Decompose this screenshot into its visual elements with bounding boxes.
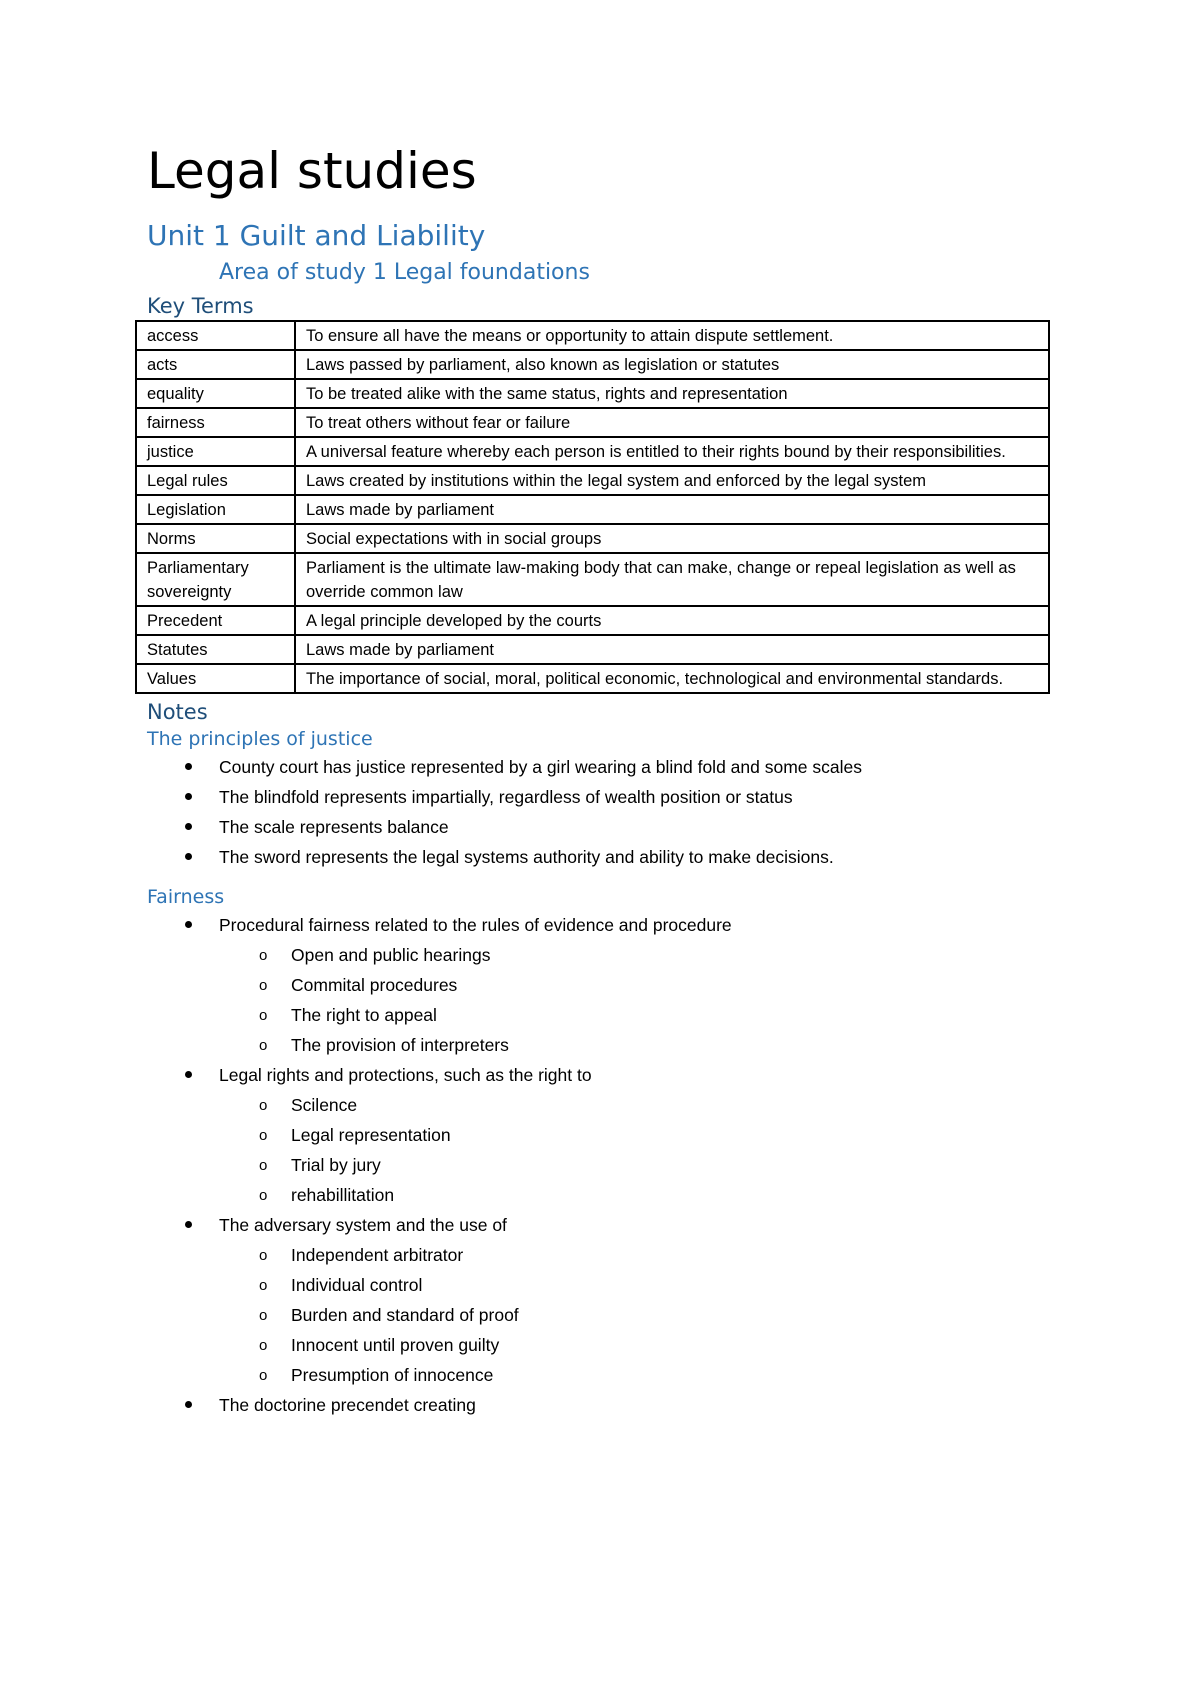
- fairness-subitem-text: Innocent until proven guilty: [291, 1335, 500, 1355]
- fairness-item: [147, 1060, 1057, 1210]
- principles-list: [147, 752, 1057, 872]
- key-term-definition: Parliament is the ultimate law-making body that can make, change or repeal legislation as well as override common law: [295, 553, 1049, 606]
- fairness-subitem-text: The provision of interpreters: [291, 1035, 509, 1055]
- key-term-definition: A universal feature whereby each person is entitled to their rights bound by their responsibilities.: [295, 437, 1049, 466]
- fairness-text: Procedural fairness related to the rules of evidence and procedure: [219, 915, 732, 935]
- fairness-subitem-text: Independent arbitrator: [291, 1245, 464, 1265]
- bullet-icon: [185, 1401, 192, 1408]
- key-term-definition: A legal principle developed by the courts: [295, 606, 1049, 635]
- bullet-icon: [185, 793, 192, 800]
- fairness-subitem: [219, 940, 1057, 970]
- fairness-sublist: [219, 940, 1057, 1060]
- key-term-row: [136, 524, 1049, 553]
- key-term-name: access: [136, 321, 295, 350]
- fairness-subitem: [219, 1000, 1057, 1030]
- fairness-subitem-text: Commital procedures: [291, 975, 458, 995]
- principle-item: [147, 752, 1057, 782]
- document-content: [147, 140, 1057, 1420]
- principle-text: County court has justice represented by a girl wearing a blind fold and some scales: [219, 757, 862, 777]
- fairness-subitem: [219, 1120, 1057, 1150]
- sub-bullet-icon: o: [259, 1037, 268, 1054]
- fairness-subitem: [219, 1240, 1057, 1270]
- fairness-text: Legal rights and protections, such as the right to: [219, 1065, 592, 1085]
- key-term-definition: To ensure all have the means or opportunity to attain dispute settlement.: [295, 321, 1049, 350]
- principles-heading: The principles of justice: [147, 728, 373, 750]
- key-term-name: Norms: [136, 524, 295, 553]
- sub-bullet-icon: o: [259, 1157, 268, 1174]
- fairness-item: [147, 1210, 1057, 1390]
- key-term-row: [136, 495, 1049, 524]
- sub-bullet-icon: o: [259, 1247, 268, 1264]
- fairness-item: [147, 910, 1057, 1060]
- sub-bullet-icon: o: [259, 1097, 268, 1114]
- fairness-subitem-text: Individual control: [291, 1275, 423, 1295]
- sub-bullet-icon: o: [259, 1337, 268, 1354]
- key-term-row: [136, 664, 1049, 693]
- principle-item: [147, 782, 1057, 812]
- fairness-subitem: [219, 1300, 1057, 1330]
- fairness-subitem-text: Legal representation: [291, 1125, 451, 1145]
- fairness-subitem: [219, 1030, 1057, 1060]
- key-term-name: Legislation: [136, 495, 295, 524]
- principle-text: The sword represents the legal systems authority and ability to make decisions.: [219, 847, 834, 867]
- sub-bullet-icon: o: [259, 1007, 268, 1024]
- fairness-subitem: [219, 1090, 1057, 1120]
- document-title: Legal studies: [147, 142, 477, 200]
- fairness-list: [147, 910, 1057, 1420]
- key-term-definition: Laws passed by parliament, also known as legislation or statutes: [295, 350, 1049, 379]
- notes-heading: Notes: [147, 700, 208, 724]
- fairness-sublist: [219, 1090, 1057, 1210]
- bullet-icon: [185, 823, 192, 830]
- key-term-row: [136, 437, 1049, 466]
- sub-bullet-icon: o: [259, 1127, 268, 1144]
- key-terms-heading: Key Terms: [147, 294, 254, 318]
- key-term-name: equality: [136, 379, 295, 408]
- key-term-definition: Laws created by institutions within the legal system and enforced by the legal system: [295, 466, 1049, 495]
- fairness-subitem-text: The right to appeal: [291, 1005, 437, 1025]
- fairness-subitem-text: Open and public hearings: [291, 945, 491, 965]
- sub-bullet-icon: o: [259, 1187, 268, 1204]
- fairness-subitem: [219, 1150, 1057, 1180]
- key-term-name: fairness: [136, 408, 295, 437]
- fairness-sublist: [219, 1240, 1057, 1390]
- key-term-definition: To treat others without fear or failure: [295, 408, 1049, 437]
- key-term-definition: Social expectations with in social groups: [295, 524, 1049, 553]
- key-term-definition: Laws made by parliament: [295, 635, 1049, 664]
- key-term-name: justice: [136, 437, 295, 466]
- fairness-subitem-text: rehabillitation: [291, 1185, 395, 1205]
- key-term-row: [136, 321, 1049, 350]
- key-term-name: Precedent: [136, 606, 295, 635]
- principle-item: [147, 842, 1057, 872]
- fairness-subitem-text: Trial by jury: [291, 1155, 381, 1175]
- fairness-subitem-text: Presumption of innocence: [291, 1365, 494, 1385]
- bullet-icon: [185, 921, 192, 928]
- fairness-subitem: [219, 1270, 1057, 1300]
- bullet-icon: [185, 1071, 192, 1078]
- fairness-subitem-text: Scilence: [291, 1095, 358, 1115]
- key-term-row: [136, 350, 1049, 379]
- key-term-row: [136, 466, 1049, 495]
- key-term-definition: Laws made by parliament: [295, 495, 1049, 524]
- fairness-subitem: [219, 970, 1057, 1000]
- fairness-subitem-text: Burden and standard of proof: [291, 1305, 519, 1325]
- key-term-row: [136, 553, 1049, 606]
- sub-bullet-icon: o: [259, 977, 268, 994]
- key-term-name: Values: [136, 664, 295, 693]
- principle-text: The scale represents balance: [219, 817, 449, 837]
- principle-text: The blindfold represents impartially, regardless of wealth position or status: [219, 787, 793, 807]
- bullet-icon: [185, 853, 192, 860]
- key-term-row: [136, 379, 1049, 408]
- key-term-row: [136, 408, 1049, 437]
- fairness-text: The doctorine precendet creating: [219, 1395, 476, 1415]
- sub-bullet-icon: o: [259, 1307, 268, 1324]
- key-term-name: Statutes: [136, 635, 295, 664]
- sub-bullet-icon: o: [259, 1367, 268, 1384]
- sub-bullet-icon: o: [259, 947, 268, 964]
- bullet-icon: [185, 763, 192, 770]
- key-term-definition: To be treated alike with the same status, rights and representation: [295, 379, 1049, 408]
- key-term-row: [136, 635, 1049, 664]
- fairness-heading: Fairness: [147, 886, 225, 908]
- bullet-icon: [185, 1221, 192, 1228]
- key-term-row: [136, 606, 1049, 635]
- key-terms-table: [135, 320, 1050, 694]
- key-term-name: Parliamentary sovereignty: [136, 553, 295, 606]
- key-term-definition: The importance of social, moral, political economic, technological and environmental standards.: [295, 664, 1049, 693]
- sub-bullet-icon: o: [259, 1277, 268, 1294]
- unit-heading: Unit 1 Guilt and Liability: [147, 219, 486, 252]
- fairness-subitem: [219, 1360, 1057, 1390]
- area-heading: Area of study 1 Legal foundations: [219, 260, 590, 285]
- fairness-text: The adversary system and the use of: [219, 1215, 507, 1235]
- principle-item: [147, 812, 1057, 842]
- fairness-subitem: [219, 1330, 1057, 1360]
- fairness-item: [147, 1390, 1057, 1420]
- key-term-name: Legal rules: [136, 466, 295, 495]
- key-term-name: acts: [136, 350, 295, 379]
- fairness-subitem: [219, 1180, 1057, 1210]
